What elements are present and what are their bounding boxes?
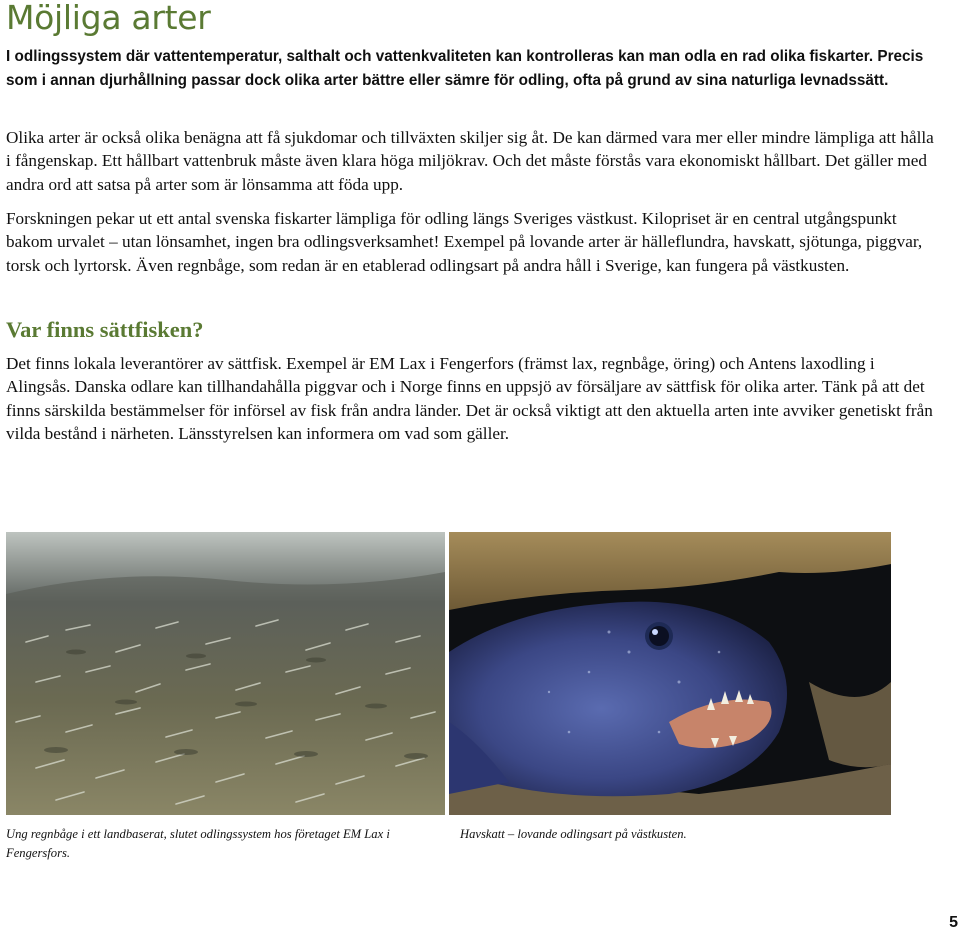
trout-fry-photo [6, 532, 445, 815]
photo-caption-2: Havskatt – lovande odlingsart på västkusten. [460, 827, 687, 841]
body-paragraph-3: Det finns lokala leverantörer av sättfisk. Exempel är EM Lax i Fengerfors (främst lax, regnbåge, öring) och Antens laxodling i Alingsås. Danska odlare kan tillhandahålla piggvar och i Norge finns en uppsjö av försäljare av sättfisk för olika arter. Tänk på att det finns särskilda bestämmelser för införsel av fisk från andra länder. Det är också viktigt att den aktuella arten inte avviker genetiskt från vilda bestånd i närheten. Länsstyrelsen kan informera om vad som gäller. [6, 354, 933, 444]
photo-caption-1: Ung regnbåge i ett landbaserat, slutet odlingssystem hos företaget EM Lax i Fengersfors. [6, 827, 390, 860]
page-number: 5 [949, 914, 958, 931]
body-paragraph-1: Olika arter är också olika benägna att få sjukdomar och tillväxten skiljer sig åt. De kan därmed vara mer eller mindre lämpliga att hålla i fångenskap. Ett hållbart vattenbruk måste även klara höga miljökrav. Och det måste förstås vara ekonomiskt hållbart. Det gäller med andra ord att satsa på arter som är lönsamma att föda upp. [6, 128, 934, 194]
wolffish-photo [449, 532, 891, 815]
section-heading: Var finns sättfisken? [6, 317, 204, 342]
page-title: Möjliga arter [6, 0, 211, 37]
body-paragraph-2: Forskningen pekar ut ett antal svenska fiskarter lämpliga för odling längs Sveriges västkust. Kilopriset är en central utgångspunkt bakom urvalet – utan lönsamhet, ingen bra odlingsverksamhet! Exempel på lovande arter är hälleflundra, havskatt, sjötunga, piggvar, torsk och lyrtorsk. Även regnbåge, som redan är en etablerad odlingsart på andra håll i Sverige, kan fungera på västkusten. [6, 209, 923, 275]
lead-paragraph: I odlingssystem där vattentemperatur, salthalt och vattenkvaliteten kan kontrolleras kan man odla en rad olika fiskarter. Precis som i annan djurhållning passar dock olika arter bättre eller sämre för odling, ofta på grund av sina naturliga levnadssätt. [6, 48, 924, 89]
